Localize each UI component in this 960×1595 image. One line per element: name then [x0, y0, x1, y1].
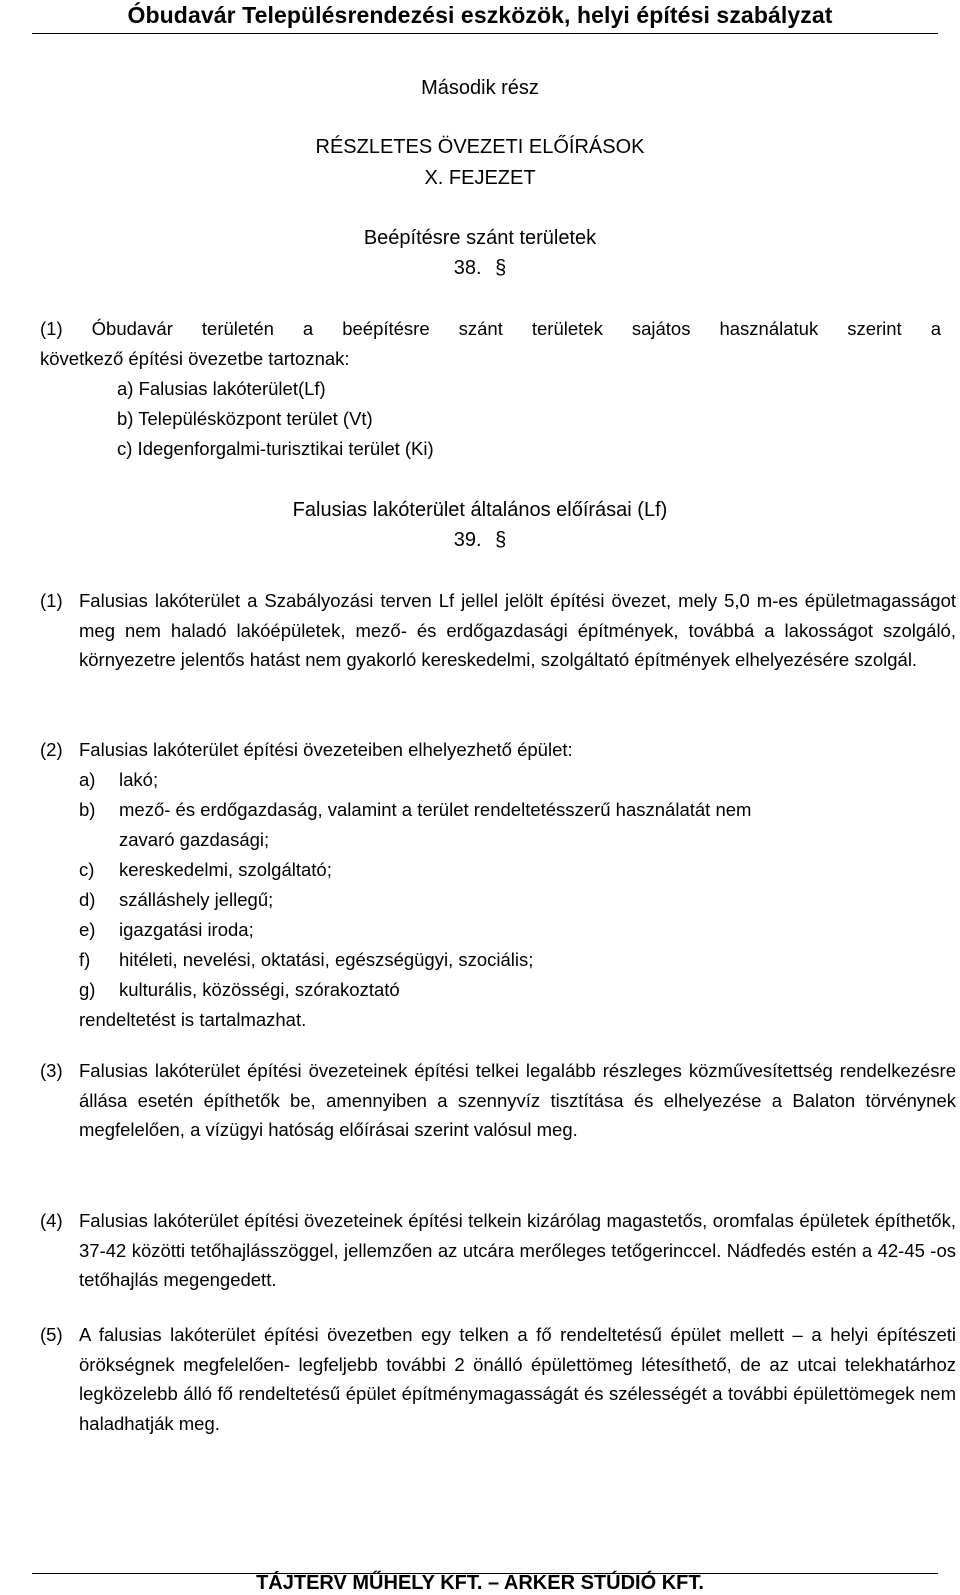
section-39-paragraph-2: [40, 735, 956, 1034]
section-number: 38.: [453, 257, 482, 279]
chapter-title: X. FEJEZET: [424, 167, 536, 189]
paragraph-number: (4): [40, 1210, 63, 1231]
section-39-paragraph-4: [40, 1206, 956, 1295]
list-item: b) Településközpont terület (Vt): [117, 408, 373, 429]
paragraph-number: (1): [40, 590, 63, 611]
list-item: c) Idegenforgalmi-turisztikai terület (Ki): [117, 438, 434, 459]
section-38-list: [117, 374, 434, 464]
list-item: g) kulturális, közösségi, szórakoztató: [79, 978, 400, 1000]
paragraph-text: A falusias lakóterület építési övezetben egy telken a fő rendeltetésű épület mellett – a helyi építészeti örökségnek megfelelően- legfeljebb további 2 önálló épülettömeg létesíthető, de az utcai telekhatárhoz legközelebb álló fő rendeltetésű épület építménymagasságát és szélességét a további épülettömegek nem haladhatják meg.: [79, 1324, 956, 1434]
paragraph-text: Falusias lakóterület a Szabályozási terven Lf jellel jelölt építési övezet, mely 5,0 m-es épületmagasságot meg nem haladó lakóépületek, mező- és erdőgazdasági építmények, továbbá a lakosságot szolgáló, környezetre jelentős hatást nem gyakorló kereskedelmi, szolgáltató építmények elhelyezésére szolgál.: [79, 590, 956, 670]
paragraph-number: (2): [40, 739, 63, 760]
page-header: [0, 0, 960, 34]
part-title: Második rész: [421, 77, 539, 99]
list-item: c) kereskedelmi, szolgáltató;: [79, 858, 332, 880]
section-39-number: [0, 528, 960, 552]
paragraph-outro: rendeltetést is tartalmazhat.: [79, 1008, 307, 1030]
section-sign: §: [495, 257, 507, 279]
section-39-paragraph-5: [40, 1320, 956, 1438]
footer-text: TÁJTERV MŰHELY KFT. – ARKER STÚDIÓ KFT.: [256, 1572, 704, 1594]
header-rule: [32, 33, 938, 34]
header-title: Óbudavár Településrendezési eszközök, helyi építési szabályzat: [127, 2, 833, 28]
paragraph-number: (5): [40, 1324, 63, 1345]
section-39-paragraph-1: [40, 586, 956, 675]
paragraph-text: Falusias lakóterület építési övezeteinek építési telkei legalább részleges közművesítettség rendelkezésre állása esetén építhetők be, amennyiben a szennyvíz tisztítása és elhelyezése a Balaton törvénynek megfelelően, a vízügyi hatóság előírásai szerint valósul meg.: [79, 1060, 956, 1140]
section-sign: §: [495, 529, 507, 551]
paragraph-line: következő építési övezetbe tartoznak:: [40, 348, 350, 369]
list-item: e) igazgatási iroda;: [79, 918, 254, 940]
section-38-heading: Beépítésre szánt területek: [363, 227, 597, 249]
paragraph-number: (1): [40, 318, 63, 339]
section-39-paragraph-3: [40, 1056, 956, 1145]
section-number: 39.: [453, 529, 482, 551]
paragraph-line: Óbudavár területén a beépítésre szánt területek sajátos használatuk szerint a: [91, 318, 941, 339]
paragraph-intro: Falusias lakóterület építési övezeteiben elhelyezhető épület:: [79, 739, 573, 760]
list-item: zavaró gazdasági;: [119, 828, 270, 850]
list-item: b) mező- és erdőgazdaság, valamint a terület rendeltetésszerű használatát nem: [79, 798, 752, 820]
list-item: f) hitéleti, nevelési, oktatási, egészségügyi, szociális;: [79, 948, 534, 970]
paragraph-text: Falusias lakóterület építési övezeteinek építési telkein kizárólag magastetős, oromfalas épületek építhetők, 37-42 közötti tetőhajlásszöggel, jellemzően az utcára merőleges tetőgerinccel. Nádfedés estén a 42-45 -os tetőhajlás megengedett.: [79, 1210, 956, 1290]
list-item: a) Falusias lakóterület(Lf): [117, 378, 326, 399]
paragraph-number: (3): [40, 1060, 63, 1081]
section-38-paragraph-1: [40, 314, 941, 374]
list-item: a) lakó;: [79, 768, 159, 790]
section-39-heading: Falusias lakóterület általános előírásai (Lf): [292, 499, 668, 521]
section-38-number: [0, 256, 960, 280]
list-item: d) szálláshely jellegű;: [79, 888, 274, 910]
part-subtitle: RÉSZLETES ÖVEZETI ELŐÍRÁSOK: [315, 136, 645, 158]
